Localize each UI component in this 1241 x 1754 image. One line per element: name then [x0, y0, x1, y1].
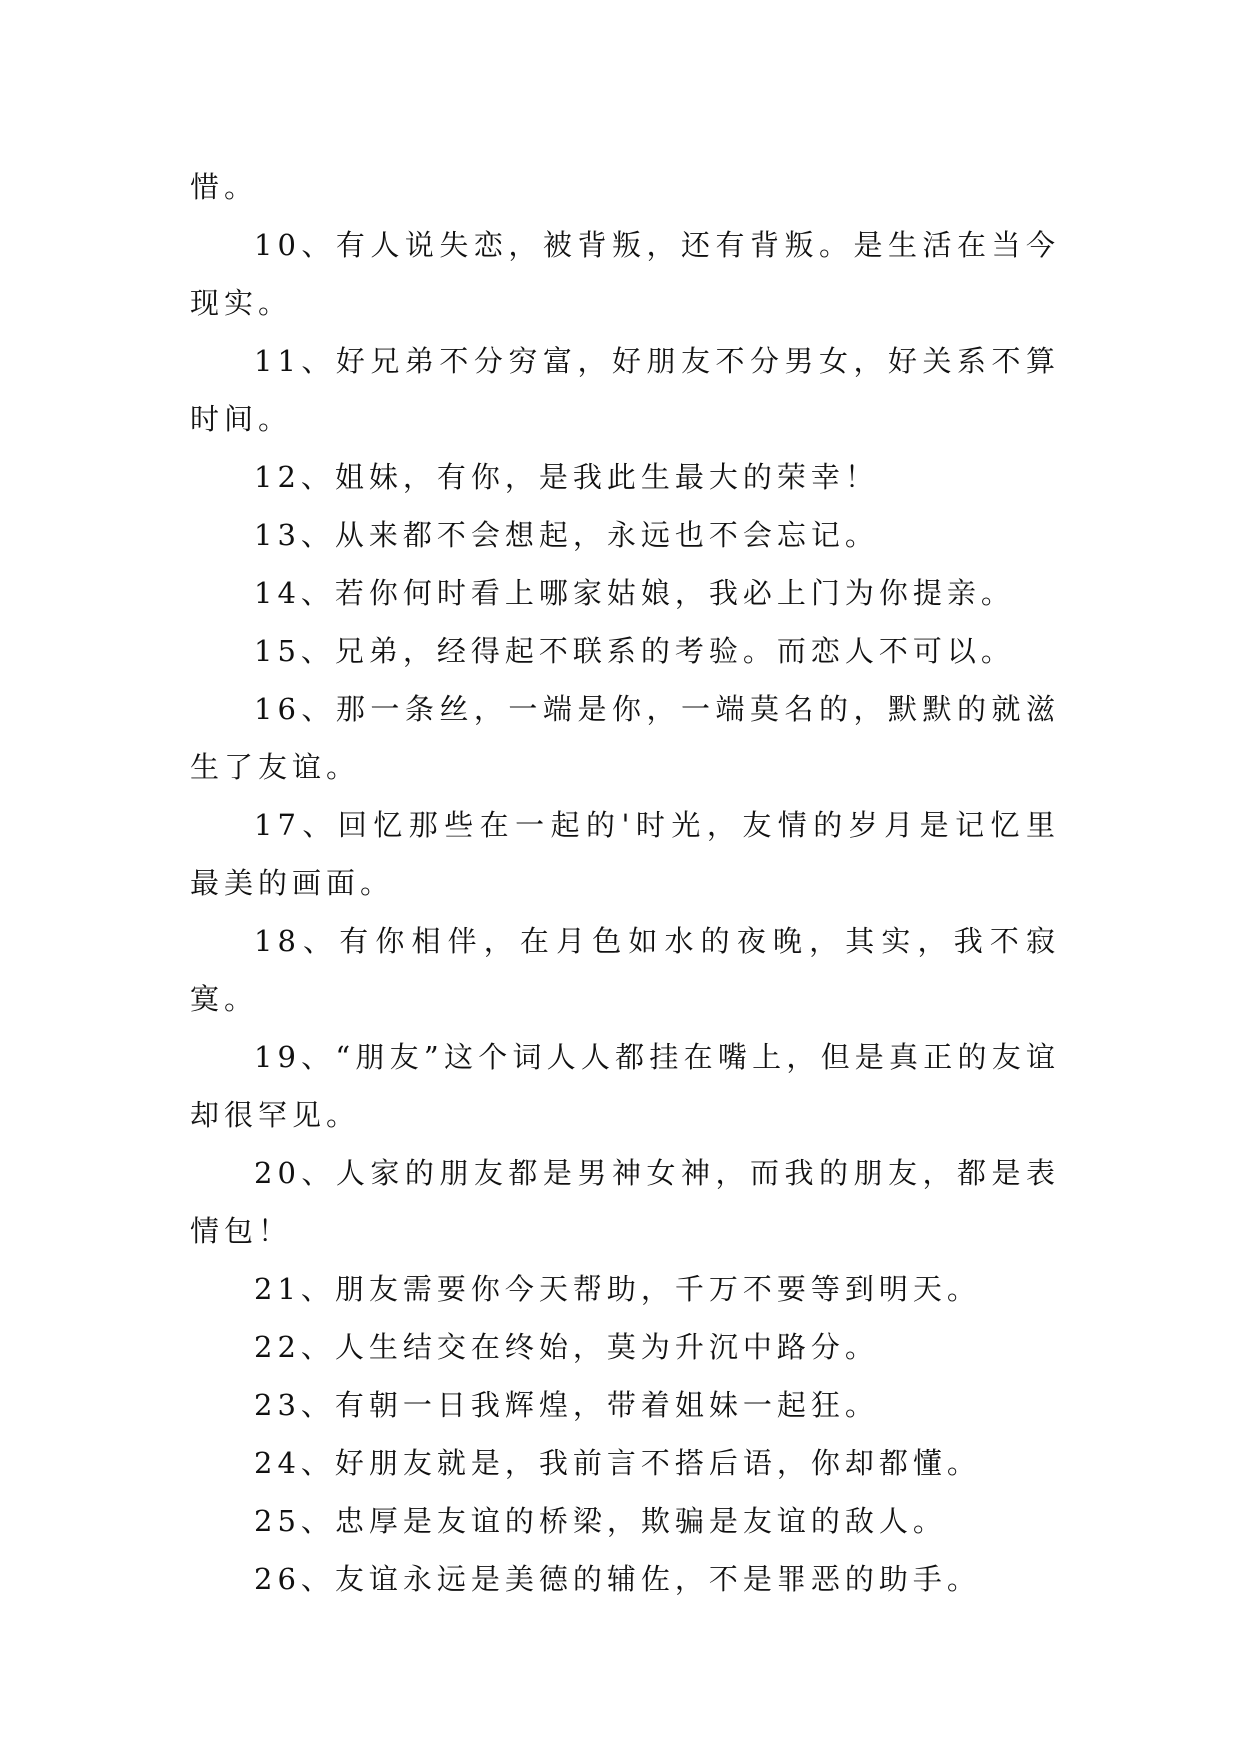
paragraph-16: 16、那一条丝，一端是你，一端莫名的，默默的就滋生了友谊。	[190, 692, 1060, 784]
paragraph-19: 19、“朋友”这个词人人都挂在嘴上，但是真正的友谊却很罕见。	[190, 1040, 1060, 1132]
paragraph-18: 18、有你相伴，在月色如水的夜晚，其实，我不寂寞。	[190, 924, 1060, 1016]
document-body	[190, 158, 1060, 1608]
paragraph-26: 26、友谊永远是美德的辅佐，不是罪恶的助手。	[254, 1562, 981, 1596]
paragraph-15: 15、兄弟，经得起不联系的考验。而恋人不可以。	[254, 634, 1015, 668]
paragraph-13: 13、从来都不会想起，永远也不会忘记。	[254, 518, 879, 552]
paragraph-20: 20、人家的朋友都是男神女神，而我的朋友，都是表情包！	[190, 1156, 1060, 1248]
paragraph-22: 22、人生结交在终始，莫为升沉中路分。	[254, 1330, 879, 1364]
paragraph-12: 12、姐妹，有你，是我此生最大的荣幸！	[254, 460, 879, 494]
paragraph-14: 14、若你何时看上哪家姑娘，我必上门为你提亲。	[254, 576, 1015, 610]
paragraph-10: 10、有人说失恋，被背叛，还有背叛。是生活在当今现实。	[190, 228, 1060, 320]
paragraph-17: 17、回忆那些在一起的'时光，友情的岁月是记忆里最美的画面。	[190, 808, 1060, 900]
paragraph-continuation: 惜。	[190, 170, 259, 204]
paragraph-11: 11、好兄弟不分穷富，好朋友不分男女，好关系不算时间。	[190, 344, 1060, 436]
paragraph-25: 25、忠厚是友谊的桥梁，欺骗是友谊的敌人。	[254, 1504, 947, 1538]
paragraph-21: 21、朋友需要你今天帮助，千万不要等到明天。	[254, 1272, 981, 1306]
paragraph-23: 23、有朝一日我辉煌，带着姐妹一起狂。	[254, 1388, 879, 1422]
paragraph-24: 24、好朋友就是，我前言不搭后语，你却都懂。	[254, 1446, 981, 1480]
